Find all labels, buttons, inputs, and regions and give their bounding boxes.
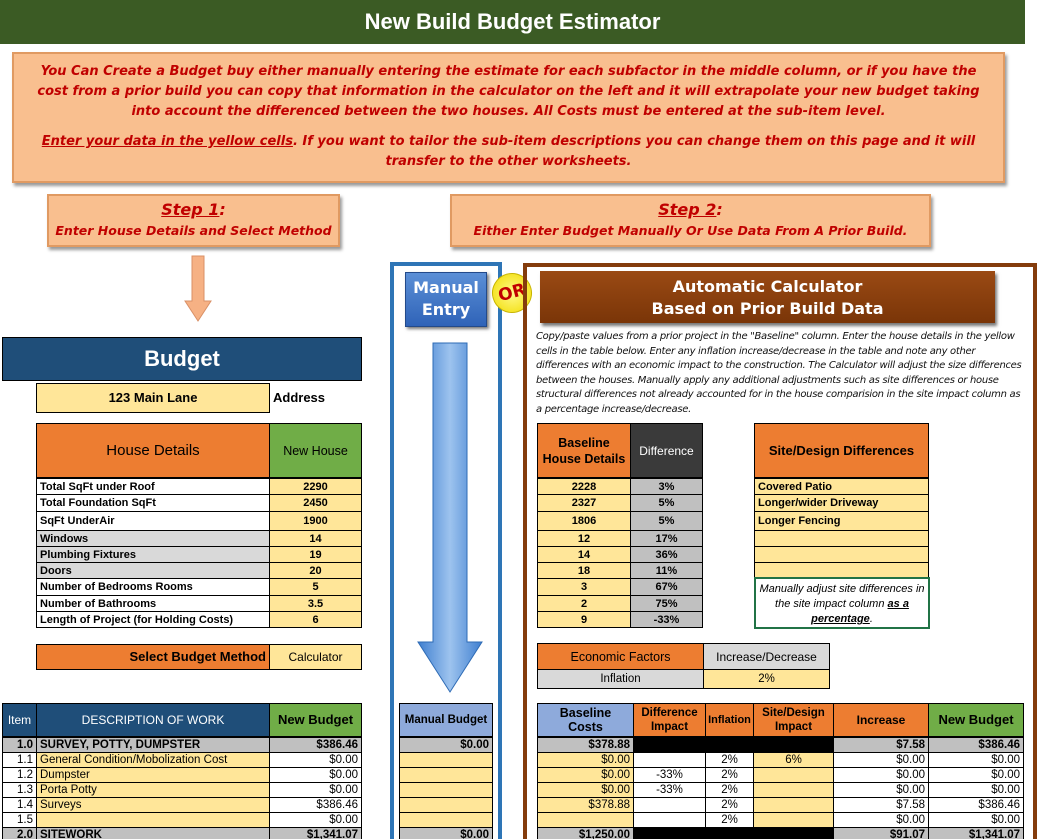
new-budget-calc-value: $386.46 [928,737,1024,753]
baseline-cost-input[interactable]: $0.00 [537,782,634,798]
instructions-box [12,52,1005,183]
site-impact-input[interactable]: 6% [753,752,834,768]
instructions-text: You Can Create a Budget buy either manually entering the estimate for each subfactor in the middle column, or if you have the cost from a prior build you can copy that information in the calculator on the left and it will extrapolate your new budget taking into account the differenced between the two houses. All Costs must be entered at the sub-item level. [37,64,980,119]
site-note-emphasis: as a percentage [811,598,909,625]
manual-budget-input[interactable] [399,812,493,828]
house-detail-label: Plumbing Fixtures [36,546,270,563]
site-impact-input [753,827,834,839]
inflation-value: 2% [705,812,754,828]
new-budget-calc-value: $386.46 [928,797,1024,813]
inflation-value [705,737,754,753]
select-method-label: Select Budget Method [36,644,270,670]
baseline-value-input[interactable]: 14 [537,546,631,563]
difference-value: -33% [630,611,703,628]
new-house-value-input[interactable]: 2290 [269,478,362,495]
new-house-value-input[interactable]: 20 [269,562,362,579]
item-number: 1.5 [2,812,37,828]
item-number: 1.4 [2,797,37,813]
step1-box [47,194,340,247]
increase-value: $0.00 [833,752,929,768]
item-number: 1.2 [2,767,37,783]
manual-budget-input[interactable] [399,782,493,798]
item-number: 2.0 [2,827,37,839]
difference-value: 3% [630,478,703,495]
site-note-box [754,577,930,629]
difference-value: 75% [630,595,703,612]
difference-impact-value: -33% [633,782,706,798]
baseline-cost-input[interactable]: $0.00 [537,752,634,768]
new-budget-value: $0.00 [269,782,362,798]
baseline-cost-input: $1,250.00 [537,827,634,839]
site-design-item-input[interactable]: Longer/wider Driveway [754,494,929,512]
baseline-value-input[interactable]: 3 [537,578,631,596]
category-description: SITEWORK [36,827,270,839]
manual-entry-line2: Entry [421,300,471,319]
manual-budget-input[interactable] [399,767,493,783]
house-details-header: House Details [36,423,270,478]
difference-value: 11% [630,562,703,579]
new-budget-value: $386.46 [269,737,362,753]
address-input[interactable]: 123 Main Lane [36,383,270,413]
new-house-value-input[interactable]: 19 [269,546,362,563]
site-design-item-input[interactable]: Covered Patio [754,478,929,495]
manual-budget-input: $0.00 [399,827,493,839]
new-house-value-input[interactable]: 1900 [269,511,362,531]
difference-value: 5% [630,494,703,512]
budget-header: Budget [2,337,362,381]
manual-budget-header: Manual Budget [399,703,493,737]
difference-impact-value [633,797,706,813]
inflation-value: 2% [705,767,754,783]
increase-value: $91.07 [833,827,929,839]
manual-down-arrow-icon [416,342,484,694]
increase-decrease-header: Increase/Decrease [703,643,830,670]
house-detail-label: SqFt UnderAir [36,511,270,531]
inflation-value: 2% [705,752,754,768]
baseline-costs-header: Baseline Costs [537,703,634,737]
new-budget-calc-value: $0.00 [928,812,1024,828]
difference-impact-value [633,737,706,753]
increase-value: $0.00 [833,782,929,798]
house-detail-label: Total Foundation SqFt [36,494,270,512]
difference-impact-value [633,752,706,768]
increase-value: $0.00 [833,767,929,783]
site-design-item-input[interactable] [754,530,929,547]
manual-budget-input[interactable] [399,752,493,768]
increase-value: $7.58 [833,737,929,753]
site-impact-input [753,737,834,753]
inflation-value: 2% [705,782,754,798]
address-label: Address [273,390,326,405]
new-house-value-input[interactable]: 5 [269,578,362,596]
new-house-value-input[interactable]: 2450 [269,494,362,512]
instructions-text-2: . If you want to tailor the sub-item descriptions you can change them on this page and it will transfer to the other worksheets. [292,134,976,169]
increase-header: Increase [833,703,929,737]
step2-box [450,194,931,247]
difference-value: 5% [630,511,703,531]
site-design-impact-header: Site/Design Impact [753,703,834,737]
baseline-value-input[interactable]: 2228 [537,478,631,495]
new-budget-value: $0.00 [269,752,362,768]
manual-budget-input[interactable] [399,797,493,813]
auto-calc-subtitle: Based on Prior Build Data [651,299,884,318]
new-house-header: New House [269,423,362,478]
difference-value: 67% [630,578,703,596]
difference-header: Difference [630,423,703,478]
inflation-header: Inflation [705,703,754,737]
site-note-text: Manually adjust site differences in the site impact column [759,583,925,610]
house-detail-label: Total SqFt under Roof [36,478,270,495]
step1-heading: Step 1 [161,200,220,219]
site-design-header: Site/Design Differences [754,423,929,478]
item-number: 1.1 [2,752,37,768]
inflation-input[interactable]: 2% [703,669,830,689]
baseline-value-input[interactable]: 2327 [537,494,631,512]
difference-value: 36% [630,546,703,563]
step2-heading: Step 2 [658,200,717,219]
item-number: 1.3 [2,782,37,798]
new-budget-calc-value: $0.00 [928,782,1024,798]
new-budget-calc-value: $0.00 [928,767,1024,783]
new-house-value-input[interactable]: 6 [269,611,362,628]
baseline-value-input[interactable]: 9 [537,611,631,628]
site-design-item-input[interactable]: Longer Fencing [754,511,929,531]
baseline-house-details-header: Baseline House Details [537,423,631,478]
manual-entry-line1: Manual [413,278,479,297]
subitem-description-input[interactable]: Dumpster [36,767,270,783]
auto-calc-description: Copy/paste values from a prior project in the "Baseline" column. Enter the house details in the yellow cells in the table below. Enter any inflation increase/decrease in the table and note any other differences with an economic impact to the construction. The Calculator will adjust the size differences between the houses. Manually apply any additional adjustments such as site differences or house structural differences not already accounted for in the house comparision in the site impact column as a percentage increase/decrease. [536,331,1022,415]
manual-budget-input: $0.00 [399,737,493,753]
house-detail-label: Number of Bathrooms [36,595,270,612]
difference-impact-header: Difference Impact [633,703,706,737]
step2-colon: : [716,200,723,219]
auto-calculator-header [540,271,995,323]
house-detail-label: Doors [36,562,270,579]
difference-impact-value [633,827,706,839]
economic-factors-header: Economic Factors [537,643,704,670]
category-description: SURVEY, POTTY, DUMPSTER [36,737,270,753]
site-impact-input[interactable] [753,782,834,798]
baseline-cost-input[interactable]: $0.00 [537,767,634,783]
new-budget-value: $0.00 [269,767,362,783]
house-detail-label: Number of Bedrooms Rooms [36,578,270,596]
difference-impact-value [633,812,706,828]
site-impact-input[interactable] [753,812,834,828]
new-budget-calc-value: $0.00 [928,752,1024,768]
new-budget-header: New Budget [269,703,362,737]
new-budget-value: $0.00 [269,812,362,828]
new-budget-value: $1,341.07 [269,827,362,839]
house-detail-label: Windows [36,530,270,547]
inflation-value [705,827,754,839]
budget-method-select[interactable]: Calculator [269,644,362,670]
difference-impact-value: -33% [633,767,706,783]
step1-text: Enter House Details and Select Method [55,223,332,238]
manual-entry-button[interactable] [405,272,487,327]
site-note-end: . [869,613,873,625]
subitem-description-input[interactable] [36,812,270,828]
increase-value: $0.00 [833,812,929,828]
baseline-value-input[interactable]: 18 [537,562,631,579]
page-title: New Build Budget Estimator [0,0,1025,44]
site-impact-input[interactable] [753,797,834,813]
site-impact-input[interactable] [753,767,834,783]
item-header: Item [2,703,37,737]
baseline-value-input[interactable]: 12 [537,530,631,547]
difference-value: 17% [630,530,703,547]
baseline-cost-input[interactable] [537,812,634,828]
subitem-description-input[interactable]: General Condition/Mobolization Cost [36,752,270,768]
down-arrow-icon [183,255,213,323]
subitem-description-input[interactable]: Surveys [36,797,270,813]
baseline-value-input[interactable]: 2 [537,595,631,612]
or-badge: OR [488,269,537,318]
step1-colon: : [219,200,226,219]
subitem-description-input[interactable]: Porta Potty [36,782,270,798]
site-design-item-input[interactable] [754,546,929,563]
inflation-label: Inflation [537,669,704,689]
baseline-cost-input: $378.88 [537,737,634,753]
auto-calc-title: Automatic Calculator [672,277,863,296]
item-number: 1.0 [2,737,37,753]
increase-value: $7.58 [833,797,929,813]
inflation-value: 2% [705,797,754,813]
baseline-cost-input[interactable]: $378.88 [537,797,634,813]
step2-text: Either Enter Budget Manually Or Use Data From A Prior Build. [473,223,908,238]
new-budget-calc-value: $1,341.07 [928,827,1024,839]
instructions-link-text: Enter your data in the yellow cells [41,134,293,149]
new-house-value-input[interactable]: 3.5 [269,595,362,612]
house-detail-label: Length of Project (for Holding Costs) [36,611,270,628]
description-header: DESCRIPTION OF WORK [36,703,270,737]
new-budget-calc-header: New Budget [928,703,1024,737]
new-house-value-input[interactable]: 14 [269,530,362,547]
baseline-value-input[interactable]: 1806 [537,511,631,531]
new-budget-value: $386.46 [269,797,362,813]
